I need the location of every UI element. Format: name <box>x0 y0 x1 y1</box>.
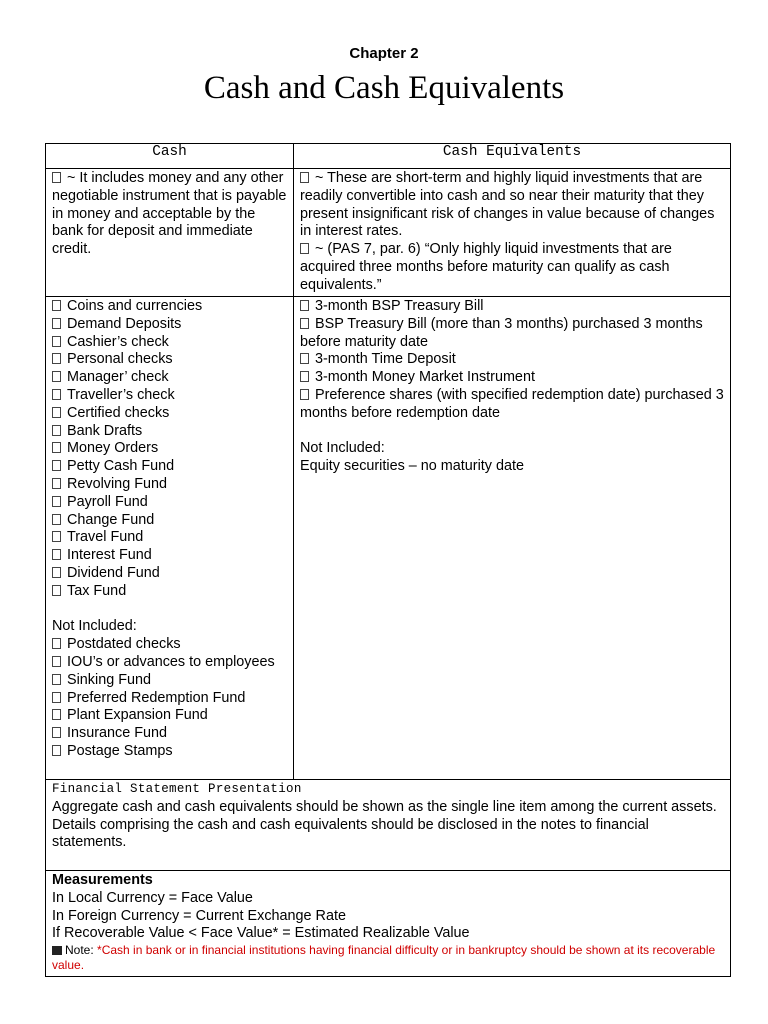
cash-definition: ~ It includes money and any other negotiable instrument that is payable in money and acceptable by the bank for deposit and immediate credit. <box>52 170 287 258</box>
checkbox-icon <box>52 172 61 183</box>
presentation-text: Aggregate cash and cash equivalents should be shown as the single line item among the current assets. Details comprising the cash and cash equivalents should be disclosed in the notes to financial statements. <box>52 798 717 851</box>
checkbox-icon <box>300 389 309 400</box>
list-item: Cashier’s check <box>52 334 287 352</box>
checkbox-icon <box>52 442 61 453</box>
list-item: Travel Fund <box>52 529 287 547</box>
cash-items-cell <box>46 297 294 780</box>
cash-table <box>45 143 731 977</box>
table-header-row <box>46 144 731 169</box>
list-item: Plant Expansion Fund <box>52 707 287 725</box>
definition-row <box>46 169 731 297</box>
equivalents-not-included-label: Not Included: <box>300 440 385 457</box>
list-item: Coins and currencies <box>52 298 287 316</box>
list-item: Postdated checks <box>52 636 287 654</box>
list-item: BSP Treasury Bill (more than 3 months) purchased 3 months before maturity date <box>300 315 703 350</box>
checkbox-icon <box>52 496 61 507</box>
measurement-note <box>52 943 724 973</box>
list-item: 3-month Time Deposit <box>300 351 724 369</box>
measurement-line: In Local Currency = Face Value <box>52 889 253 906</box>
checkbox-icon <box>52 692 61 703</box>
measurement-line: In Foreign Currency = Current Exchange Rate <box>52 907 346 924</box>
list-item: Certified checks <box>52 405 287 423</box>
checkbox-icon <box>52 656 61 667</box>
checkbox-icon <box>52 531 61 542</box>
list-item: Demand Deposits <box>52 316 287 334</box>
presentation-row <box>46 780 731 871</box>
checkbox-icon <box>300 300 309 311</box>
checkbox-icon <box>52 407 61 418</box>
presentation-cell <box>46 780 731 871</box>
chapter-label: Chapter 2 <box>349 45 419 62</box>
list-item: Payroll Fund <box>52 494 287 512</box>
checkbox-icon <box>52 318 61 329</box>
header-cash-equivalents: Cash Equivalents <box>294 144 731 169</box>
cash-definition-cell <box>46 169 294 297</box>
checkbox-icon <box>52 478 61 489</box>
header-cash: Cash <box>46 144 294 169</box>
checkbox-icon <box>52 549 61 560</box>
measurements-label: Measurements <box>52 872 153 888</box>
checkbox-icon <box>300 371 309 382</box>
list-item: Money Orders <box>52 440 287 458</box>
list-item: Bank Drafts <box>52 423 287 441</box>
checkbox-icon <box>52 389 61 400</box>
checkbox-icon <box>52 460 61 471</box>
list-item: Postage Stamps <box>52 743 287 761</box>
checkbox-icon <box>52 674 61 685</box>
equivalents-definition-cell <box>294 169 731 297</box>
book-icon <box>52 946 62 955</box>
list-item: Insurance Fund <box>52 725 287 743</box>
measurements-cell <box>46 871 731 977</box>
checkbox-icon <box>52 514 61 525</box>
checkbox-icon <box>52 353 61 364</box>
list-item: Tax Fund <box>52 583 287 601</box>
list-item: Personal checks <box>52 351 287 369</box>
list-item: Interest Fund <box>52 547 287 565</box>
cash-not-included-label: Not Included: <box>52 618 137 635</box>
checkbox-icon <box>300 172 309 183</box>
spacer <box>300 423 724 441</box>
checkbox-icon <box>52 425 61 436</box>
list-item: Traveller’s check <box>52 387 287 405</box>
checkbox-icon <box>52 709 61 720</box>
checkbox-icon <box>52 336 61 347</box>
checkbox-icon <box>52 371 61 382</box>
checkbox-icon <box>52 585 61 596</box>
checkbox-icon <box>52 638 61 649</box>
presentation-label: Financial Statement Presentation <box>52 782 302 796</box>
list-item: Preferred Redemption Fund <box>52 690 287 708</box>
checkbox-icon <box>300 243 309 254</box>
list-item: IOU’s or advances to employees <box>52 654 287 672</box>
equivalents-items-cell <box>294 297 731 780</box>
pas7-quote: ~ (PAS 7, par. 6) “Only highly liquid investments that are acquired three months before maturity can qualify as cash equivalents.” <box>300 241 672 293</box>
list-item: Preference shares (with specified redemption date) purchased 3 months before redemption date <box>300 386 724 421</box>
checkbox-icon <box>300 318 309 329</box>
list-item: 3-month BSP Treasury Bill <box>300 298 724 316</box>
checkbox-icon <box>52 567 61 578</box>
list-item: Manager’ check <box>52 369 287 387</box>
list-item: Revolving Fund <box>52 476 287 494</box>
list-item: Sinking Fund <box>52 672 287 690</box>
items-row <box>46 297 731 780</box>
spacer <box>52 601 287 619</box>
list-item: Petty Cash Fund <box>52 458 287 476</box>
list-item: 3-month Money Market Instrument <box>300 369 724 387</box>
checkbox-icon <box>52 727 61 738</box>
list-item: Dividend Fund <box>52 565 287 583</box>
equivalents-definition: ~ These are short-term and highly liquid investments that are readily convertible into cash and so near their maturity that they present insignificant risk of changes in value because of changes in interest rates. <box>300 170 715 240</box>
measurement-line: If Recoverable Value < Face Value* = Estimated Realizable Value <box>52 925 470 942</box>
note-text: *Cash in bank or in financial institutions having financial difficulty or in bankruptcy should be shown at its recoverable value. <box>52 943 716 973</box>
page-title: Cash and Cash Equivalents <box>203 70 565 106</box>
checkbox-icon <box>300 353 309 364</box>
equivalents-not-included-text: Equity securities – no maturity date <box>300 458 524 475</box>
measurements-row <box>46 871 731 977</box>
checkbox-icon <box>52 300 61 311</box>
note-label: Note: <box>65 943 94 958</box>
checkbox-icon <box>52 745 61 756</box>
list-item: Change Fund <box>52 512 287 530</box>
